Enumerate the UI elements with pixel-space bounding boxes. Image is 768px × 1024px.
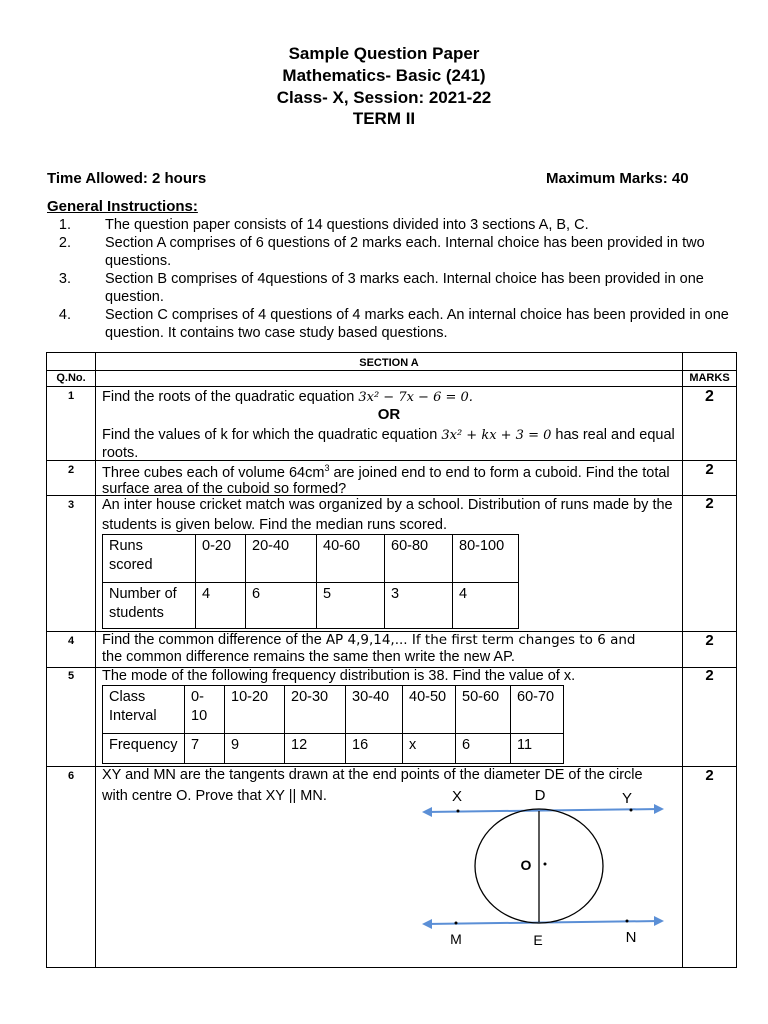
question-marks: 2 [705,388,714,405]
arrow-left-icon [422,919,432,929]
table-cell: 0-20 [196,535,246,583]
label-o: O [520,857,532,873]
arrow-right-icon [654,804,664,814]
paper-class-session: Class- X, Session: 2021-22 [276,88,492,107]
row-divider [46,386,737,387]
table-cell: 50-60 [456,686,511,734]
table-cell: Class Interval [103,686,185,734]
question-marks: 2 [705,461,714,478]
question-marks: 2 [705,667,714,684]
table-cell: 4 [196,583,246,629]
table-cell: 6 [456,734,511,764]
question-marks: 2 [705,767,714,784]
paper-subject: Mathematics- Basic (241) [282,66,486,85]
table-cell: 5 [317,583,385,629]
table-cell: 16 [346,734,403,764]
table-row [103,686,564,734]
table-cell: 10-20 [225,686,285,734]
point-y [630,809,633,812]
question-number: 6 [67,770,75,782]
paper-title: Sample Question Paper [288,44,480,63]
question-number: 3 [67,499,75,511]
paper-term: TERM II [352,109,416,128]
point-o [544,863,547,866]
q5-text: The mode of the following frequency distribution is 38. Find the value of x. [102,668,576,684]
question-marks: 2 [705,495,714,512]
qno-header: Q.No. [56,372,86,384]
table-cell: 40-60 [317,535,385,583]
table-cell: 4 [453,583,519,629]
question-number: 4 [67,635,75,647]
question-number: 2 [67,464,75,476]
table-cell: Number of students [103,583,196,629]
label-x: X [451,788,463,805]
point-n [626,920,629,923]
table-cell: 11 [511,734,564,764]
point-m [455,922,458,925]
marks-header: MARKS [689,372,730,384]
column-divider [95,352,96,968]
table-cell: 60-80 [385,535,453,583]
frequency-table [102,685,564,764]
table-cell: 0-10 [185,686,225,734]
table-cell: 60-70 [511,686,564,734]
table-cell: Runs scored [103,535,196,583]
table-cell: 3 [385,583,453,629]
time-allowed: Time Allowed: 2 hours [47,170,207,187]
table-cell: x [403,734,456,764]
q1-part-a: Find the roots of the quadratic equation 3x² − 7x − 6 = 0. [102,389,473,405]
q6-line1: XY and MN are the tangents drawn at the end points of the diameter DE of the circle [102,767,643,783]
table-cell: 20-40 [246,535,317,583]
table-cell: 7 [185,734,225,764]
label-e: E [533,932,543,948]
question-number: 1 [67,390,75,402]
table-cell: 20-30 [285,686,346,734]
instructions-heading: General Instructions: [47,198,198,215]
label-n: N [625,929,637,946]
table-row [103,535,519,583]
tangent-circle-figure [420,782,670,952]
q2-text: Three cubes each of volume $64cm^3$ are joined end to end to form a cuboid. Find the total surface area of the cuboid so formed? [102,463,670,498]
arrow-left-icon [422,807,432,817]
maximum-marks: Maximum Marks: 40 [546,170,689,187]
column-divider [682,352,683,968]
table-row [103,734,564,764]
question-marks: 2 [705,632,714,649]
table-cell: 12 [285,734,346,764]
q1-or: OR [377,406,401,423]
table-cell: 9 [225,734,285,764]
table-row [103,583,519,629]
q3-text: An inter house cricket match was organized by a school. Distribution of runs made by the students is given below. Find the median runs scored. [102,497,673,533]
table-cell: 30-40 [346,686,403,734]
table-cell: 6 [246,583,317,629]
label-y: Y [621,790,633,807]
section-heading: SECTION A [359,357,419,369]
q4-text: Find the common difference of the AP 4,9,14,... If the first term changes to 6 and the common difference remains the same then write the new AP. [102,632,636,665]
instructions-list: 1. The question paper consists of 14 questions divided into 3 sections A, B, C. 2. Section A comprises of 6 questions of 2 marks each. Internal choice has been provided in two questions. 3. Section B comprises of 4questions of 3 marks each. Internal choice has been provided in one question. 4. Section C comprises of 4 questions of 4 marks each. An internal choice has been provided in one question. It contains two case study based questions. [58,217,729,341]
table-cell: 40-50 [403,686,456,734]
table-cell: Frequency [103,734,185,764]
table-cell: 80-100 [453,535,519,583]
arrow-right-icon [654,916,664,926]
q1-part-b: Find the values of k for which the quadratic equation 3x² + kx + 3 = 0 has real and equal roots. [102,427,675,461]
label-m: M [450,931,462,947]
point-x [457,810,460,813]
label-d: D [534,787,546,804]
question-number: 5 [67,670,75,682]
runs-table [102,534,519,629]
q6-line2: with centre O. Prove that XY || MN. [102,788,327,804]
